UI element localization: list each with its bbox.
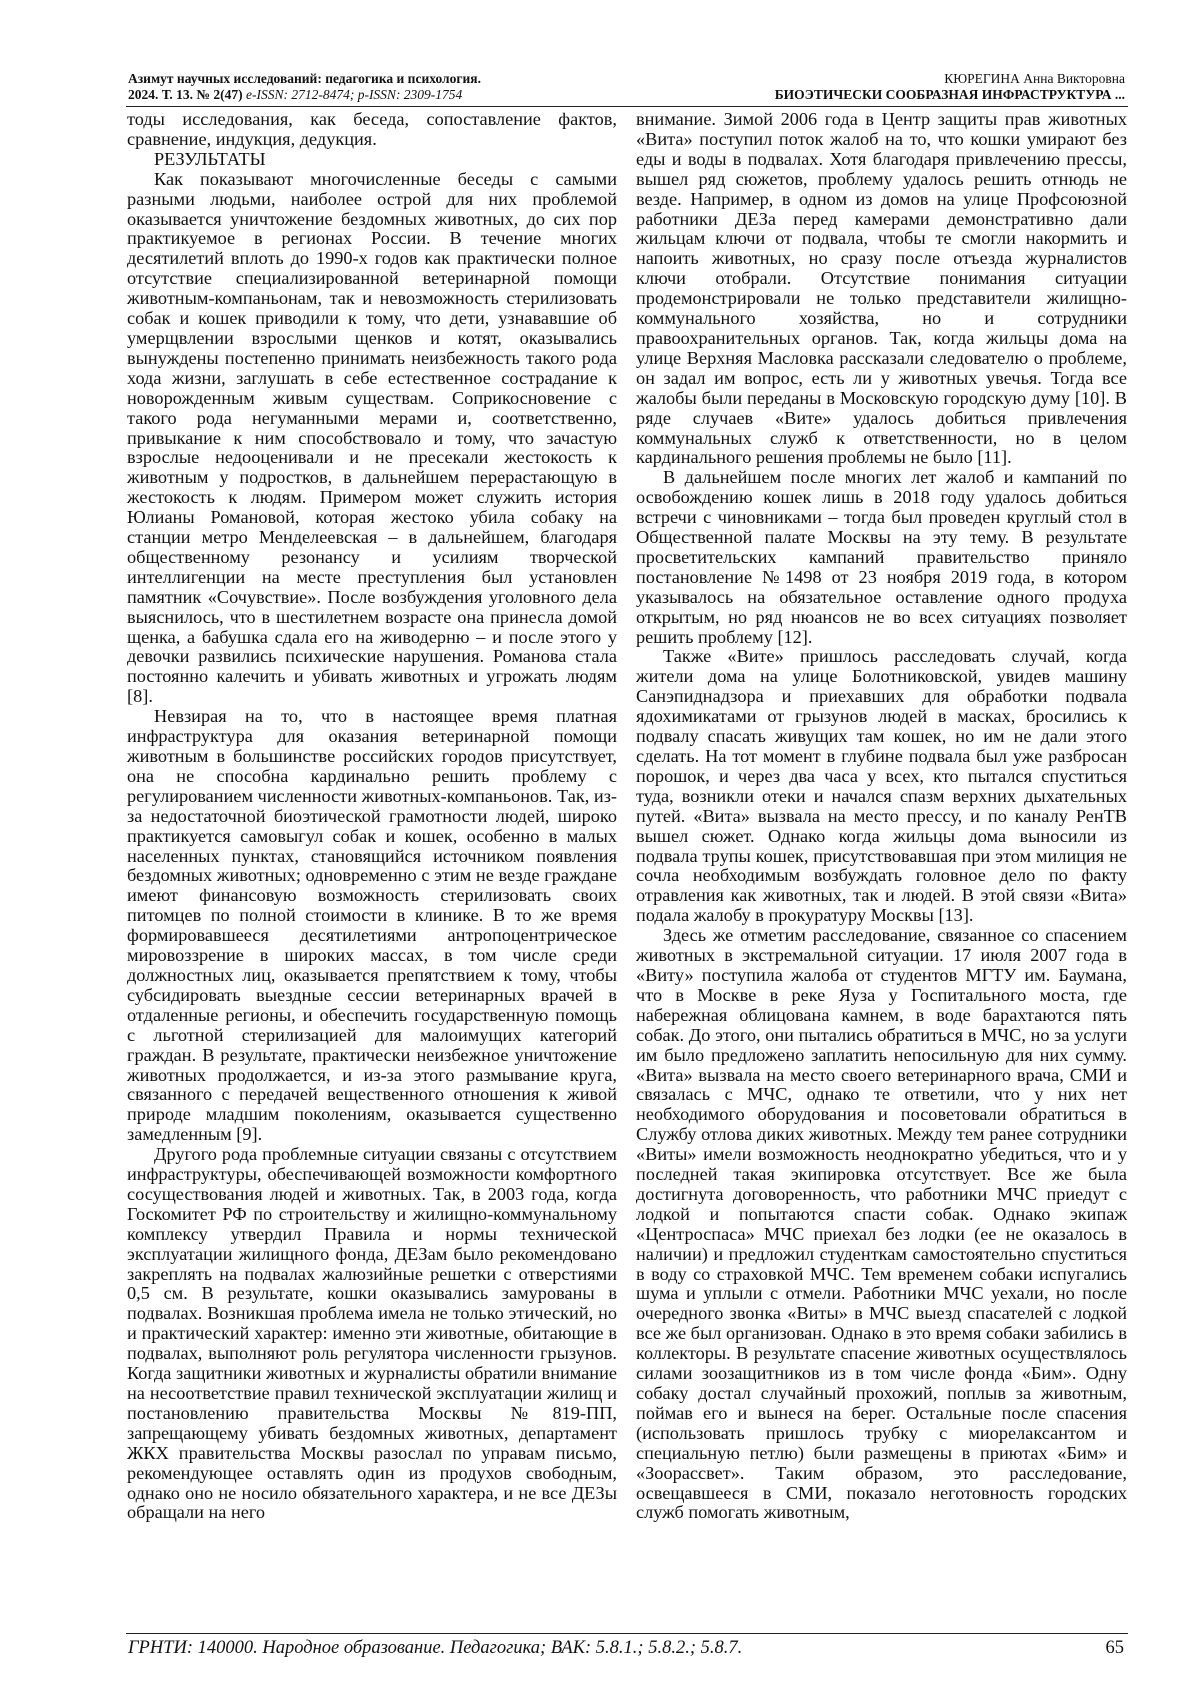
journal-issue-line bbox=[128, 87, 648, 103]
paragraph: Как показывают многочисленные беседы с самыми разными людьми, наиболее острой для них проблемой оказывается уничтожение бездомных животных, до сих пор практикуемое в регионах России. В течение многих десятилетий вплоть до 1990-х годов как практически полное отсутствие специализированной ветеринарной помощи животным-компаньонам, так и невозможность стерилизовать собак и кошек приводили к тому, что дети, узнававшие об умерщвлении взрослыми щенков и котят, оказывались вынуждены постепенно принимать неизбежность такого рода хода жизни, заглушать в себе естественное сострадание к новорожденным живым существам. Соприкосновение с такого рода негуманными мерами и, соответственно, привыкание к ним способствовало и тому, что зачастую взрослые недооценивали и не пресекали жестокость к животным у подростков, в дальнейшем перерастающую в жестокость к людям. Примером может служить история Юлианы Романовой, которая жестоко убила собаку на станции метро Менделеевская – в дальнейшем, благодаря общественному резонансу и усилиям творческой интеллигенции на месте преступления был установлен памятник «Сочувствие». После возбуждения уголовного дела выяснилось, что в шестилетнем возрасте она принесла домой щенка, а бабушка сдала его на живодерню – и после этого у девочки развились психические нарушения. Романова стала постоянно калечить и убивать животных и угрожать людям [8]. bbox=[127, 168, 617, 707]
section-heading: РЕЗУЛЬТАТЫ bbox=[154, 148, 266, 169]
author-name: КЮРЕГИНА Анна Викторовна bbox=[944, 71, 1125, 86]
paragraph: Невзирая на то, что в настоящее время платная инфраструктура для оказания ветеринарной помощи животным в большинстве российских городов присутствует, она не способна кардинально решить проблему с регулированием численности животных-компаньонов. Так, из-за недостаточной биоэтической грамотности людей, широко практикуется самовыгул собак и кошек, особенно в малых населенных пунктах, становящийся источником появления бездомных животных; одновременно с этим не везде граждане имеют финансовую возможность стерилизовать своих питомцев по полной стоимости в клинике. В то же время формировавшееся десятилетиями антропоцентрическое мировоззрение в широких массах, в том числе среди должностных лиц, оказывается препятствием к тому, чтобы субсидировать выездные сессии ветеринарных врачей в отдаленные регионы, и обеспечить государственную помощь с льготной стерилизацией для малоимущих категорий граждан. В результате, практически неизбежное уничтожение животных продолжается, и из-за этого размывание круга, связанного с передачей вещественного отношения к живой природе младшим поколениям, оказывается существенно замедленным [9]. bbox=[127, 706, 617, 1145]
issue-number: 2024. Т. 13. № 2(47) bbox=[128, 87, 243, 102]
header-rule bbox=[126, 106, 1128, 107]
footer-classification: ГРНТИ: 140000. Народное образование. Педагогика; ВАК: 5.8.1.; 5.8.2.; 5.8.7. bbox=[128, 1638, 743, 1658]
text-column-left bbox=[127, 110, 617, 1523]
article-title: БИОЭТИЧЕСКИ СООБРАЗНАЯ ИНФРАСТРУКТУРА ... bbox=[774, 87, 1125, 102]
paragraph: Другого рода проблемные ситуации связаны с отсутствием инфраструктуры, обеспечивающей возможности комфортного сосуществования людей и животных. Так, в 2003 года, когда Госкомитет РФ по строительству и жилищно-коммунальному комплексу утвердил Правила и нормы технической эксплуатации жилищного фонда, ДЕЗам было рекомендовано закреплять на подвалах жалюзийные решетки с отверстиями 0,5 см. В результате, кошки оказывались замурованы в подвалах. Возникшая проблема имела не только этический, но и практический характер: именно эти животные, обитающие в подвалах, выполняют роль регулятора численности грызунов. Когда защитники животных и журналисты обратили внимание на несоответствие правил технической эксплуатации жилищ и постановлению правительства Москвы №819-ПП, запрещающему убивать бездомных животных, департамент ЖКХ правительства Москвы разослал по управам письмо, рекомендующее оставлять один из продухов свободным, однако оно не носило обязательного характера, и не все ДЕЗы обращали на него bbox=[127, 1144, 617, 1523]
text-column-right bbox=[636, 110, 1127, 1523]
paragraph: В дальнейшем после многих лет жалоб и кампаний по освобождению кошек лишь в 2018 году удалось добиться встречи с чиновниками – тогда был проведен круглый стол в Общественной палате Москвы на эту тему. В результате просветительских кампаний правительство приняло постановление №1498 от 23 ноября 2019 года, в котором указывалось на обязательное оставление одного продуха открытым, но ряд нюансов не во всех ситуациях позволяет решить проблему [12]. bbox=[636, 467, 1127, 647]
journal-name: Азимут научных исследований: педагогика и психология. bbox=[128, 71, 481, 86]
issn: e-ISSN: 2712-8474; p-ISSN: 2309-1754 bbox=[245, 87, 463, 102]
paragraph: Также «Вите» пришлось расследовать случай, когда жители дома на улице Болотниковской, увидев машину Санэпиднадзора и приехавших для обработки подвала ядохимикатами от грызунов людей в масках, бросились к подвалу спасать живущих там кошек, но им не дали этого сделать. На тот момент в глубине подвала был уже разбросан порошок, и через два часа у всех, кто пытался спуститься туда, возникли отеки и начался спазм верхних дыхательных путей. «Вита» вызвала на место прессу, и по каналу РенТВ вышел сюжет. Однако когда жильцы дома выносили из подвала трупы кошек, присутствовавшая при этом милиция не сочла необходимым возбуждать головное дело по факту отравления как животных, так и людей. В этой связи «Вита» подала жалобу в прокуратуру Москвы [13]. bbox=[636, 646, 1127, 926]
paragraph: внимание. Зимой 2006 года в Центр защиты прав животных «Вита» поступил поток жалоб на то, что кошки умирают без еды и воды в подвалах. Хотя благодаря привлечению прессы, вышел ряд сюжетов, проблему удалось решить отнюдь не везде. Например, в одном из домов на улице Профсоюзной работники ДЕЗа перед камерами демонстративно дали жильцам ключи от подвала, чтобы те смогли накормить и напоить животных, но сразу после отъезда журналистов ключи отобрали. Отсутствие понимания ситуации продемонстрировали не только представители жилищно-коммунального хозяйства, но и сотрудники правоохранительных органов. Так, когда жильцы дома на улице Верхняя Масловка рассказали следователю о проблеме, он задал им вопрос, есть ли у животных увечья. Тогда все жалобы были переданы в Московскую городскую думу [10]. В ряде случаев «Вите» удалось добиться привлечения коммунальных служб к ответственности, но в целом кардинального решения проблемы не было [11]. bbox=[636, 109, 1127, 468]
footer-rule bbox=[126, 1633, 1128, 1634]
paragraph: Здесь же отметим расследование, связанное со спасением животных в экстремальной ситуации. 17 июля 2007 года в «Виту» поступила жалоба от студентов МГТУ им. Баумана, что в Москве в реке Яуза у Госпитального моста, где набережная облицована камнем, в воде барахтаются пять собак. До этого, они пытались обратиться в МЧС, но за услуги им было предложено заплатить непосильную для них сумму. «Вита» вызвала на место своего ветеринарного врача, СМИ и связалась с МЧС, однако те ответили, что у них нет необходимого оборудования и посоветовали обратиться в Службу отлова диких животных. Между тем ранее сотрудники «Виты» имели возможность неоднократно убедиться, что и у последней такая экипировка отсутствует. Все же была достигнута договоренность, что работники МЧС приедут с лодкой и попытаются спасти собак. Однако экипаж «Центроспаса» МЧС приехал без лодки (ее не оказалось в наличии) и предложил студенткам самостоятельно спуститься в воду со страховкой МЧС. Тем временем собаки испугались шума и уплыли с отмели. Работники МЧС уехали, но после очередного звонка «Виты» в МЧС выезд спасателей с лодкой все же был организован. Однако в это время собаки забились в коллекторы. В результате спасение животных осуществлялось силами зоозащитников из в том числе фонда «Бим». Одну собаку достал случайный прохожий, поплыв за животным, поймав его и вынеся на берег. Остальные после спасения (использовать пришлось трубку с миорелаксантом и специальную петлю) были размещены в приютах «Бим» и «Зоорассвет». Таким образом, это расследование, освещавшееся в СМИ, показало неготовность городских служб помогать животным, bbox=[636, 925, 1127, 1523]
page-number: 65 bbox=[1105, 1638, 1124, 1658]
running-header-journal bbox=[128, 71, 648, 103]
running-header-article bbox=[605, 71, 1125, 103]
paragraph: тоды исследования, как беседа, сопоставление фактов, сравнение, индукция, дедукция. bbox=[127, 109, 617, 149]
